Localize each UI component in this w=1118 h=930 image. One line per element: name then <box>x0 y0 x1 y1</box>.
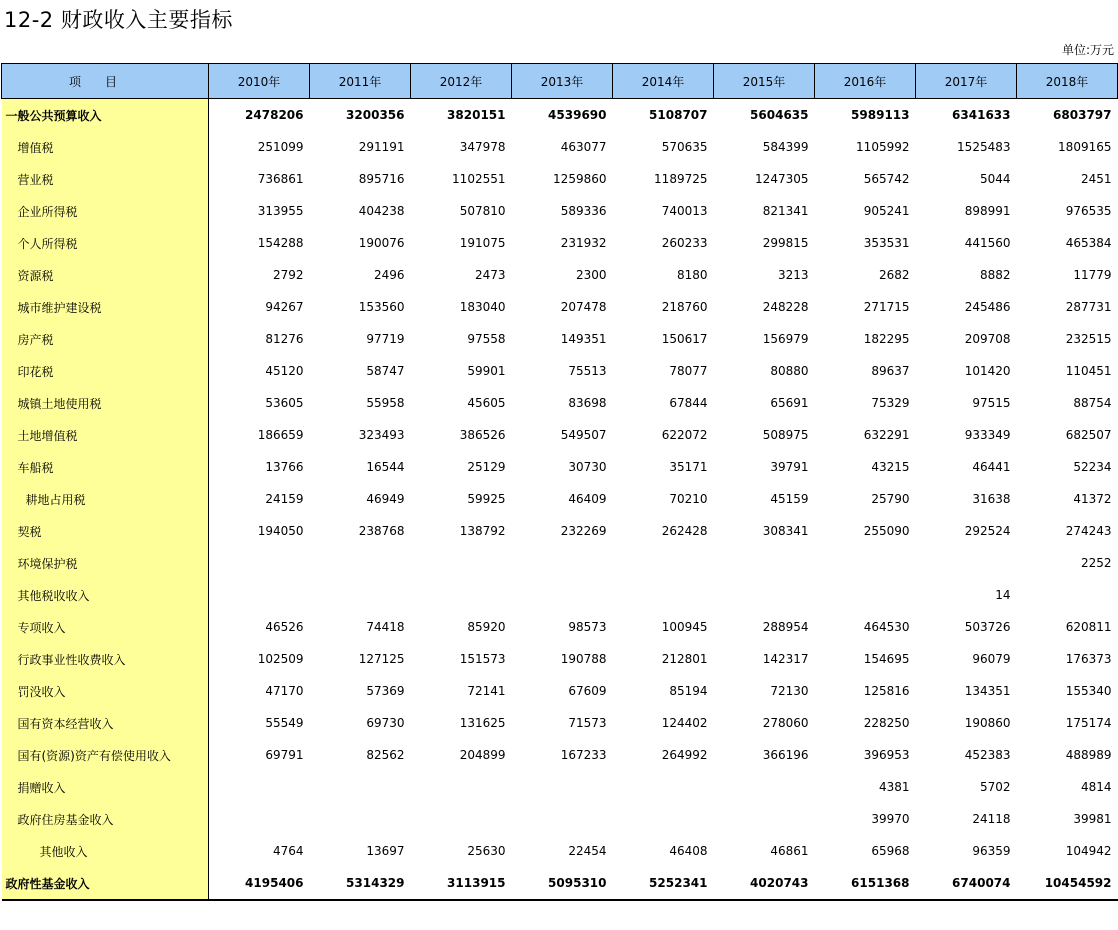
value-cell: 75513 <box>568 364 607 378</box>
header-year: 2013年 <box>512 64 613 99</box>
value-cell: 191075 <box>459 236 506 250</box>
value-cell: 35171 <box>669 460 708 474</box>
value-cell: 59901 <box>467 364 506 378</box>
header-row <box>2 64 1118 99</box>
value-cell: 2451 <box>1080 172 1112 186</box>
value-cell: 4539690 <box>512 99 613 132</box>
row-label: 政府性基金收入 <box>2 867 209 900</box>
value-cell: 125816 <box>863 684 910 698</box>
value-cell: 182295 <box>863 332 910 346</box>
value-cell: 821341 <box>762 204 809 218</box>
value-cell: 104942 <box>1065 844 1112 858</box>
value-cell: 186659 <box>257 428 304 442</box>
value-cell: 55958 <box>366 396 405 410</box>
value-cell <box>512 771 613 803</box>
value-cell: 85194 <box>669 684 708 698</box>
value-cell: 65968 <box>871 844 910 858</box>
value-cell: 70210 <box>669 492 708 506</box>
value-cell: 736861 <box>257 172 304 186</box>
table-row <box>2 131 1118 163</box>
value-cell: 176373 <box>1065 652 1112 666</box>
value-cell: 464530 <box>863 620 910 634</box>
value-cell: 43215 <box>871 460 910 474</box>
value-cell: 1525483 <box>957 140 1011 154</box>
table-row <box>2 675 1118 707</box>
table-row <box>2 803 1118 835</box>
value-cell <box>411 579 512 611</box>
value-cell: 2252 <box>1080 556 1112 570</box>
value-cell: 74418 <box>366 620 405 634</box>
value-cell: 287731 <box>1065 300 1112 314</box>
value-cell: 5314329 <box>310 867 411 900</box>
value-cell: 55549 <box>265 716 304 730</box>
value-cell: 288954 <box>762 620 809 634</box>
value-cell: 80880 <box>770 364 809 378</box>
header-item: 项目 <box>2 64 209 99</box>
value-cell: 299815 <box>762 236 809 250</box>
value-cell: 97719 <box>366 332 405 346</box>
value-cell: 10454592 <box>1017 867 1118 900</box>
value-cell: 271715 <box>863 300 910 314</box>
row-label: 政府住房基金收入 <box>2 803 209 835</box>
value-cell: 59925 <box>467 492 506 506</box>
value-cell: 228250 <box>863 716 910 730</box>
value-cell: 503726 <box>964 620 1011 634</box>
row-label: 企业所得税 <box>2 195 209 227</box>
row-label: 契税 <box>2 515 209 547</box>
value-cell: 933349 <box>964 428 1011 442</box>
value-cell <box>916 547 1017 579</box>
value-cell <box>310 803 411 835</box>
value-cell: 488989 <box>1065 748 1112 762</box>
value-cell: 4020743 <box>714 867 815 900</box>
row-label: 罚没收入 <box>2 675 209 707</box>
value-cell: 78077 <box>669 364 708 378</box>
value-cell: 46409 <box>568 492 607 506</box>
value-cell: 1189725 <box>654 172 708 186</box>
value-cell: 100945 <box>661 620 708 634</box>
value-cell: 622072 <box>661 428 708 442</box>
value-cell: 25129 <box>467 460 506 474</box>
value-cell: 25630 <box>467 844 506 858</box>
header-year: 2011年 <box>310 64 411 99</box>
value-cell: 16544 <box>366 460 405 474</box>
value-cell: 204899 <box>459 748 506 762</box>
value-cell: 386526 <box>459 428 506 442</box>
value-cell: 46949 <box>366 492 405 506</box>
row-label: 城镇土地使用税 <box>2 387 209 419</box>
table-row <box>2 163 1118 195</box>
value-cell: 46441 <box>972 460 1011 474</box>
value-cell: 150617 <box>661 332 708 346</box>
table-row <box>2 227 1118 259</box>
value-cell: 155340 <box>1065 684 1112 698</box>
value-cell: 6740074 <box>916 867 1017 900</box>
table-row <box>2 547 1118 579</box>
value-cell: 39970 <box>871 812 910 826</box>
row-label: 一般公共预算收入 <box>2 99 209 132</box>
value-cell: 5604635 <box>714 99 815 132</box>
value-cell: 589336 <box>560 204 607 218</box>
unit-label: 单位:万元 <box>1061 43 1114 57</box>
value-cell: 6341633 <box>916 99 1017 132</box>
value-cell: 149351 <box>560 332 607 346</box>
value-cell: 218760 <box>661 300 708 314</box>
value-cell: 5044 <box>979 172 1011 186</box>
table-row <box>2 259 1118 291</box>
value-cell: 620811 <box>1065 620 1112 634</box>
value-cell: 41372 <box>1073 492 1112 506</box>
value-cell: 308341 <box>762 524 809 538</box>
value-cell: 278060 <box>762 716 809 730</box>
value-cell: 232269 <box>560 524 607 538</box>
value-cell: 13766 <box>265 460 304 474</box>
value-cell: 183040 <box>459 300 506 314</box>
value-cell: 124402 <box>661 716 708 730</box>
value-cell: 463077 <box>560 140 607 154</box>
value-cell: 94267 <box>265 300 304 314</box>
value-cell: 3200356 <box>310 99 411 132</box>
value-cell <box>310 547 411 579</box>
value-cell: 1259860 <box>553 172 607 186</box>
value-cell <box>714 803 815 835</box>
value-cell: 2792 <box>272 268 304 282</box>
value-cell: 323493 <box>358 428 405 442</box>
row-label: 房产税 <box>2 323 209 355</box>
value-cell: 151573 <box>459 652 506 666</box>
row-label: 营业税 <box>2 163 209 195</box>
table-row <box>2 707 1118 739</box>
value-cell: 8180 <box>676 268 708 282</box>
value-cell: 190860 <box>964 716 1011 730</box>
table-row <box>2 739 1118 771</box>
value-cell: 96359 <box>972 844 1011 858</box>
row-label: 捐赠收入 <box>2 771 209 803</box>
value-cell: 101420 <box>964 364 1011 378</box>
value-cell <box>411 547 512 579</box>
row-label: 环境保护税 <box>2 547 209 579</box>
value-cell <box>714 579 815 611</box>
value-cell: 57369 <box>366 684 405 698</box>
value-cell: 570635 <box>661 140 708 154</box>
value-cell: 255090 <box>863 524 910 538</box>
table-row <box>2 195 1118 227</box>
value-cell: 251099 <box>257 140 304 154</box>
value-cell: 96079 <box>972 652 1011 666</box>
value-cell: 98573 <box>568 620 607 634</box>
value-cell: 549507 <box>560 428 607 442</box>
value-cell: 4764 <box>272 844 304 858</box>
value-cell: 274243 <box>1065 524 1112 538</box>
value-cell: 24159 <box>265 492 304 506</box>
value-cell <box>512 803 613 835</box>
value-cell: 131625 <box>459 716 506 730</box>
value-cell <box>613 803 714 835</box>
value-cell: 682507 <box>1065 428 1112 442</box>
value-cell: 134351 <box>964 684 1011 698</box>
value-cell: 58747 <box>366 364 405 378</box>
value-cell: 313955 <box>257 204 304 218</box>
row-label: 国有资本经营收入 <box>2 707 209 739</box>
value-cell: 25790 <box>871 492 910 506</box>
value-cell <box>512 547 613 579</box>
value-cell <box>815 547 916 579</box>
value-cell: 508975 <box>762 428 809 442</box>
value-cell: 65691 <box>770 396 809 410</box>
value-cell: 565742 <box>863 172 910 186</box>
table-body <box>2 99 1118 901</box>
value-cell <box>613 579 714 611</box>
value-cell: 190076 <box>358 236 405 250</box>
value-cell: 441560 <box>964 236 1011 250</box>
table-row <box>2 579 1118 611</box>
value-cell: 81276 <box>265 332 304 346</box>
value-cell <box>310 771 411 803</box>
value-cell: 262428 <box>661 524 708 538</box>
value-cell: 22454 <box>568 844 607 858</box>
value-cell: 4814 <box>1080 780 1112 794</box>
value-cell: 154695 <box>863 652 910 666</box>
value-cell: 207478 <box>560 300 607 314</box>
value-cell: 353531 <box>863 236 910 250</box>
value-cell: 110451 <box>1065 364 1112 378</box>
value-cell: 905241 <box>863 204 910 218</box>
value-cell: 5108707 <box>613 99 714 132</box>
row-label: 行政事业性收费收入 <box>2 643 209 675</box>
value-cell <box>209 771 310 803</box>
value-cell: 507810 <box>459 204 506 218</box>
value-cell: 47170 <box>265 684 304 698</box>
row-label: 耕地占用税 <box>2 483 209 515</box>
value-cell: 895716 <box>358 172 405 186</box>
value-cell: 1247305 <box>755 172 809 186</box>
value-cell: 83698 <box>568 396 607 410</box>
table-row <box>2 323 1118 355</box>
value-cell: 632291 <box>863 428 910 442</box>
value-cell: 1105992 <box>856 140 910 154</box>
table-row <box>2 835 1118 867</box>
header-year: 2018年 <box>1017 64 1118 99</box>
value-cell: 39981 <box>1073 812 1112 826</box>
value-cell: 2478206 <box>209 99 310 132</box>
value-cell: 102509 <box>257 652 304 666</box>
value-cell: 46526 <box>265 620 304 634</box>
value-cell: 248228 <box>762 300 809 314</box>
value-cell: 69730 <box>366 716 405 730</box>
value-cell: 584399 <box>762 140 809 154</box>
value-cell: 898991 <box>964 204 1011 218</box>
value-cell <box>411 771 512 803</box>
value-cell: 97515 <box>972 396 1011 410</box>
value-cell: 39791 <box>770 460 809 474</box>
header-year: 2016年 <box>815 64 916 99</box>
row-label: 城市维护建设税 <box>2 291 209 323</box>
value-cell: 153560 <box>358 300 405 314</box>
header-year: 2010年 <box>209 64 310 99</box>
value-cell: 167233 <box>560 748 607 762</box>
table-row <box>2 99 1118 132</box>
value-cell: 404238 <box>358 204 405 218</box>
value-cell <box>411 803 512 835</box>
value-cell <box>209 803 310 835</box>
value-cell: 97558 <box>467 332 506 346</box>
value-cell: 3213 <box>777 268 809 282</box>
value-cell: 30730 <box>568 460 607 474</box>
value-cell: 45605 <box>467 396 506 410</box>
value-cell: 6151368 <box>815 867 916 900</box>
value-cell: 11779 <box>1073 268 1112 282</box>
value-cell: 245486 <box>964 300 1011 314</box>
value-cell: 212801 <box>661 652 708 666</box>
value-cell: 154288 <box>257 236 304 250</box>
row-label: 专项收入 <box>2 611 209 643</box>
header-year: 2014年 <box>613 64 714 99</box>
value-cell <box>512 579 613 611</box>
value-cell <box>613 547 714 579</box>
value-cell: 5095310 <box>512 867 613 900</box>
table-row <box>2 611 1118 643</box>
table-row <box>2 387 1118 419</box>
row-label: 土地增值税 <box>2 419 209 451</box>
value-cell: 72130 <box>770 684 809 698</box>
value-cell <box>1017 579 1118 611</box>
value-cell: 31638 <box>972 492 1011 506</box>
value-cell: 75329 <box>871 396 910 410</box>
value-cell: 238768 <box>358 524 405 538</box>
row-label: 其他税收收入 <box>2 579 209 611</box>
value-cell: 194050 <box>257 524 304 538</box>
value-cell: 24118 <box>972 812 1011 826</box>
value-cell: 13697 <box>366 844 405 858</box>
row-label: 资源税 <box>2 259 209 291</box>
value-cell <box>209 579 310 611</box>
value-cell: 46408 <box>669 844 708 858</box>
table-row <box>2 643 1118 675</box>
table-row <box>2 867 1118 900</box>
value-cell: 53605 <box>265 396 304 410</box>
value-cell: 232515 <box>1065 332 1112 346</box>
value-cell: 88754 <box>1073 396 1112 410</box>
value-cell: 347978 <box>459 140 506 154</box>
value-cell: 2473 <box>474 268 506 282</box>
value-cell: 260233 <box>661 236 708 250</box>
value-cell: 142317 <box>762 652 809 666</box>
fiscal-revenue-table <box>1 63 1118 901</box>
row-label: 国有(资源)资产有偿使用收入 <box>2 739 209 771</box>
header-year: 2015年 <box>714 64 815 99</box>
value-cell: 45120 <box>265 364 304 378</box>
table-row <box>2 419 1118 451</box>
value-cell: 46861 <box>770 844 809 858</box>
value-cell: 175174 <box>1065 716 1112 730</box>
value-cell: 5252341 <box>613 867 714 900</box>
value-cell: 127125 <box>358 652 405 666</box>
value-cell: 3113915 <box>411 867 512 900</box>
value-cell: 1809165 <box>1058 140 1112 154</box>
value-cell: 52234 <box>1073 460 1112 474</box>
table-row <box>2 771 1118 803</box>
value-cell: 465384 <box>1065 236 1112 250</box>
value-cell: 292524 <box>964 524 1011 538</box>
value-cell: 3820151 <box>411 99 512 132</box>
value-cell: 190788 <box>560 652 607 666</box>
value-cell: 2300 <box>575 268 607 282</box>
value-cell: 4195406 <box>209 867 310 900</box>
value-cell: 156979 <box>762 332 809 346</box>
value-cell: 396953 <box>863 748 910 762</box>
table-row <box>2 515 1118 547</box>
value-cell: 2682 <box>878 268 910 282</box>
value-cell <box>815 579 916 611</box>
value-cell: 452383 <box>964 748 1011 762</box>
value-cell: 1102551 <box>452 172 506 186</box>
value-cell: 976535 <box>1065 204 1112 218</box>
table-row <box>2 451 1118 483</box>
page-title: 12-2 财政收入主要指标 <box>4 8 233 32</box>
row-label: 印花税 <box>2 355 209 387</box>
value-cell: 8882 <box>979 268 1011 282</box>
value-cell: 231932 <box>560 236 607 250</box>
table-row <box>2 291 1118 323</box>
value-cell: 67609 <box>568 684 607 698</box>
header-year: 2012年 <box>411 64 512 99</box>
value-cell: 72141 <box>467 684 506 698</box>
row-label: 个人所得税 <box>2 227 209 259</box>
value-cell <box>714 547 815 579</box>
value-cell: 82562 <box>366 748 405 762</box>
value-cell: 45159 <box>770 492 809 506</box>
value-cell: 5702 <box>979 780 1011 794</box>
value-cell: 85920 <box>467 620 506 634</box>
row-label: 增值税 <box>2 131 209 163</box>
value-cell: 264992 <box>661 748 708 762</box>
value-cell: 209708 <box>964 332 1011 346</box>
value-cell: 291191 <box>358 140 405 154</box>
value-cell: 6803797 <box>1017 99 1118 132</box>
value-cell <box>209 547 310 579</box>
value-cell: 2496 <box>373 268 405 282</box>
value-cell: 740013 <box>661 204 708 218</box>
value-cell: 89637 <box>871 364 910 378</box>
value-cell: 69791 <box>265 748 304 762</box>
value-cell: 5989113 <box>815 99 916 132</box>
value-cell <box>310 579 411 611</box>
header-year: 2017年 <box>916 64 1017 99</box>
value-cell: 4381 <box>878 780 910 794</box>
row-label: 其他收入 <box>2 835 209 867</box>
row-label: 车船税 <box>2 451 209 483</box>
value-cell <box>613 771 714 803</box>
value-cell: 67844 <box>669 396 708 410</box>
value-cell: 366196 <box>762 748 809 762</box>
value-cell: 71573 <box>568 716 607 730</box>
value-cell <box>714 771 815 803</box>
table-row <box>2 355 1118 387</box>
value-cell: 138792 <box>459 524 506 538</box>
table-row <box>2 483 1118 515</box>
value-cell: 14 <box>995 588 1011 602</box>
